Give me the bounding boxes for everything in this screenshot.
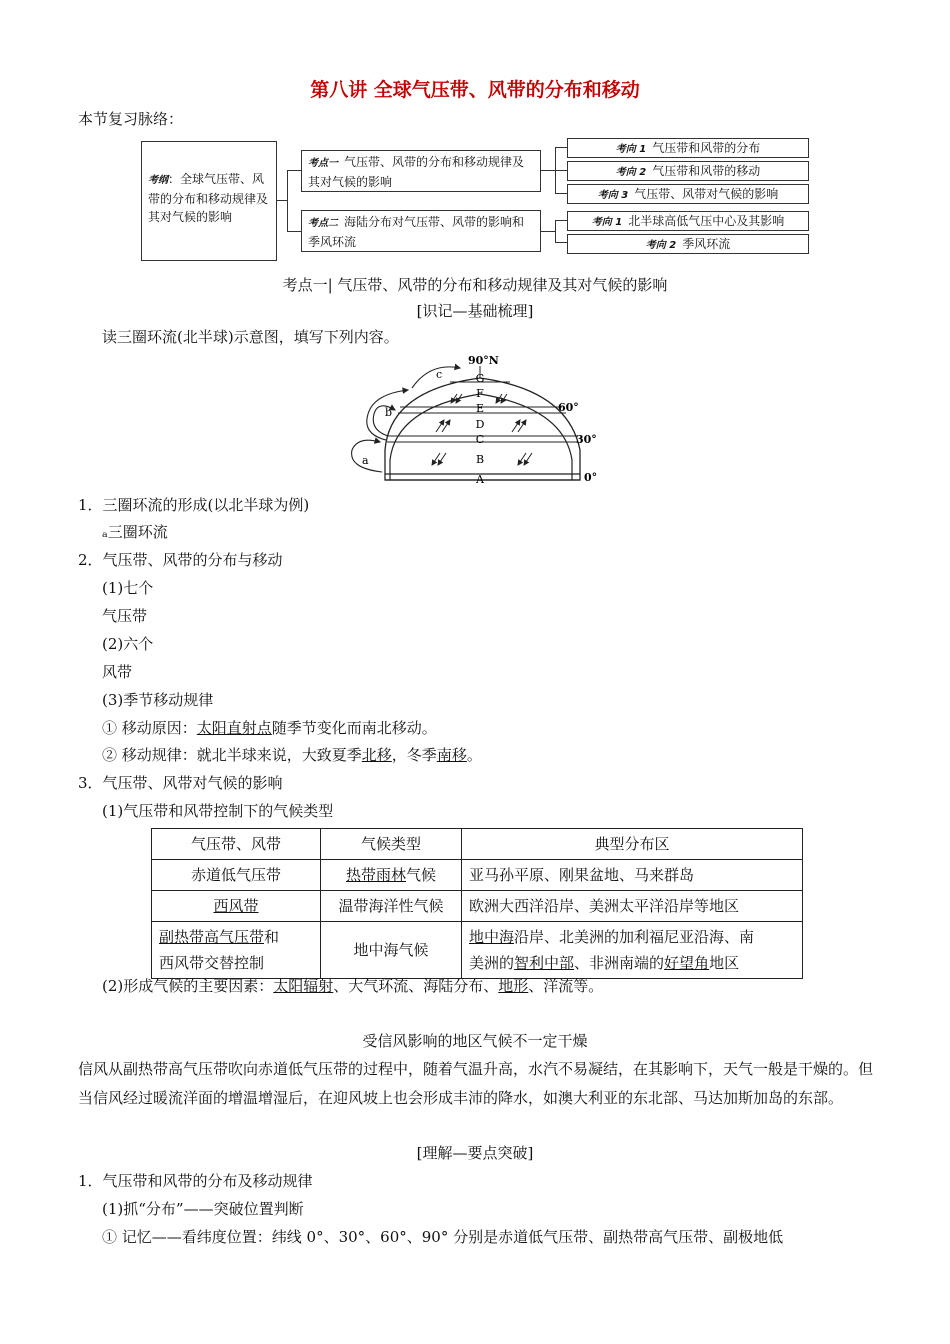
- table-cell: [462, 922, 803, 979]
- direction-2: [567, 161, 809, 181]
- note-body: 信风从副热带高气压带吹向赤道低气压带的过程中，随着气温升高，水汽不易凝结，在其影响下，天气一般是干燥的。但当信风经过暖流洋面的增温增湿后，在迎风坡上也会形成丰沛的降水，如澳大利亚的东北部、马达加斯加岛的东部。: [78, 1060, 874, 1107]
- rule-2-answer-2: 南移: [436, 746, 467, 764]
- point1-text: 气压带、风带的分布和移动规律及其对气候的影响: [308, 155, 525, 189]
- direction-4-text: 北半球高低气压中心及其影响: [628, 214, 785, 228]
- factors-pre: (2)形成气候的主要因素：: [102, 977, 274, 995]
- outline-root-text: ：全球气压带、风带的分布和移动规律及其对气候的影响: [148, 172, 269, 224]
- climate-table: [151, 828, 803, 979]
- direction-1-tag: 考向 1: [615, 144, 647, 155]
- factors-answer-1: 太阳辐射: [273, 977, 334, 995]
- table-cell: 欧洲大西洋沿岸、美洲太平洋沿岸等地区: [462, 891, 803, 922]
- direction-1-text: 气压带和风带的分布: [652, 141, 761, 155]
- factors-answer-2: 地形: [498, 977, 529, 995]
- diagram-intro: 读三圈环流(北半球)示意图，填写下列内容。: [102, 328, 399, 346]
- recall-heading: [识记—基础梳理]: [416, 302, 534, 320]
- table-cell-text: 沿岸、北美洲的加利福尼亚沿海、南: [514, 928, 755, 946]
- table-cell-text: 美洲的: [469, 954, 515, 972]
- outline-point1-box: [301, 150, 541, 192]
- outline-root-box: [141, 141, 277, 261]
- point1-tag: 考点一: [308, 158, 338, 169]
- item-2-2: (2)六个: [102, 635, 154, 653]
- lat-60-label: 60°: [558, 401, 579, 414]
- direction-3: [567, 184, 809, 204]
- zone-e: E: [475, 402, 485, 415]
- table-answer: 西风带: [213, 897, 259, 915]
- zone-b: B: [475, 453, 485, 466]
- rule-1: [102, 717, 437, 738]
- point-1-1: (1)抓“分布”——突破位置判断: [102, 1200, 304, 1218]
- table-header-row: [152, 829, 803, 860]
- rule-2-pre: ② 移动规律：就北半球来说，大致夏季: [102, 746, 362, 764]
- item-3: 3．气压带、风带对气候的影响: [78, 774, 283, 792]
- table-header: 典型分布区: [462, 829, 803, 860]
- point-1-2: ① 记忆——看纬度位置：纬线 0°、30°、60°、90° 分别是赤道低气压带、副热带高气压带、副极地低: [102, 1228, 784, 1246]
- table-cell-text: 气候: [406, 866, 437, 884]
- direction-2-text: 气压带和风带的移动: [652, 164, 761, 178]
- item-1-sub: ₐ三圈环流: [102, 523, 168, 541]
- zone-g: G: [475, 372, 485, 385]
- table-row: [152, 922, 803, 979]
- item-2-3: (3)季节移动规律: [102, 691, 214, 709]
- table-answer: 地中海: [469, 928, 515, 946]
- item-3-1: (1)气压带和风带控制下的气候类型: [102, 802, 334, 820]
- note-title: 受信风影响的地区气候不一定干燥: [362, 1032, 588, 1050]
- table-row: [152, 860, 803, 891]
- item-2-1: (1)七个: [102, 579, 154, 597]
- section1-heading: 考点一| 气压带、风带的分布和移动规律及其对气候的影响: [282, 276, 668, 294]
- point-1: 1．气压带和风带的分布及移动规律: [78, 1172, 313, 1190]
- item-2-1b: 气压带: [102, 607, 148, 625]
- cell-a-label: a: [362, 454, 369, 467]
- understand-heading: [理解—要点突破]: [416, 1144, 534, 1162]
- table-cell-text: 地区: [709, 954, 740, 972]
- table-header: 气压带、风带: [152, 829, 321, 860]
- direction-3-text: 气压带、风带对气候的影响: [634, 187, 779, 201]
- zone-c: C: [475, 433, 485, 446]
- rule-1-answer: 太阳直射点: [196, 719, 272, 737]
- table-cell: [152, 922, 321, 979]
- direction-5: [567, 234, 809, 254]
- table-answer: 智利中部: [514, 954, 575, 972]
- lat-90-label: 90°N: [468, 354, 499, 367]
- point2-tag: 考点二: [308, 218, 338, 229]
- rule-1-pre: ① 移动原因：: [102, 719, 197, 737]
- item-2-2b: 风带: [102, 663, 133, 681]
- lat-0-label: 0°: [584, 471, 598, 484]
- rule-1-post: 随季节变化而南北移动。: [271, 719, 437, 737]
- table-cell-text: 、非洲南端的: [574, 954, 665, 972]
- table-cell: 亚马孙平原、刚果盆地、马来群岛: [462, 860, 803, 891]
- rule-2-answer-1: 北移: [361, 746, 392, 764]
- lat-30-label: 30°: [576, 433, 597, 446]
- factors-post: 、洋流等。: [528, 977, 604, 995]
- zone-f: F: [476, 387, 484, 400]
- table-cell: 地中海气候: [321, 922, 462, 979]
- direction-4: [567, 211, 809, 231]
- table-cell: [321, 860, 462, 891]
- direction-2-tag: 考向 2: [615, 167, 647, 178]
- direction-5-tag: 考向 2: [645, 240, 677, 251]
- table-cell-text: 西风带交替控制: [159, 954, 265, 972]
- intro-text: 本节复习脉络：: [78, 110, 184, 128]
- rule-2-mid: ，冬季: [391, 746, 437, 764]
- rule-2-post: 。: [466, 746, 482, 764]
- direction-3-tag: 考向 3: [597, 190, 629, 201]
- direction-4-tag: 考向 1: [591, 217, 623, 228]
- cell-b-label: b: [385, 406, 393, 419]
- rule-2: [102, 744, 482, 765]
- table-row: [152, 891, 803, 922]
- table-answer: 热带雨林: [345, 866, 406, 884]
- table-cell: 温带海洋性气候: [321, 891, 462, 922]
- three-cell-circulation-diagram: [340, 350, 620, 490]
- table-answer: 副热带高气压带: [159, 928, 265, 946]
- cell-c-label: c: [436, 368, 443, 381]
- direction-5-text: 季风环流: [682, 237, 731, 251]
- outline-point2-box: [301, 210, 541, 252]
- item-1: 1．三圈环流的形成(以北半球为例): [78, 496, 310, 514]
- factors-mid: 、大气环流、海陆分布、: [333, 977, 499, 995]
- page-title: 第八讲 全球气压带、风带的分布和移动: [310, 79, 640, 101]
- item-2: 2．气压带、风带的分布与移动: [78, 551, 283, 569]
- table-cell-text: 和: [264, 928, 280, 946]
- direction-1: [567, 138, 809, 158]
- table-cell: [152, 891, 321, 922]
- zone-a: A: [476, 473, 484, 486]
- table-header: 气候类型: [321, 829, 462, 860]
- zone-d: D: [475, 418, 485, 431]
- table-cell: 赤道低气压带: [152, 860, 321, 891]
- table-answer: 好望角: [664, 954, 710, 972]
- climate-factors: [102, 975, 603, 996]
- outline-root-tag: 考纲: [148, 175, 168, 186]
- point2-text: 海陆分布对气压带、风带的影响和季风环流: [308, 215, 525, 249]
